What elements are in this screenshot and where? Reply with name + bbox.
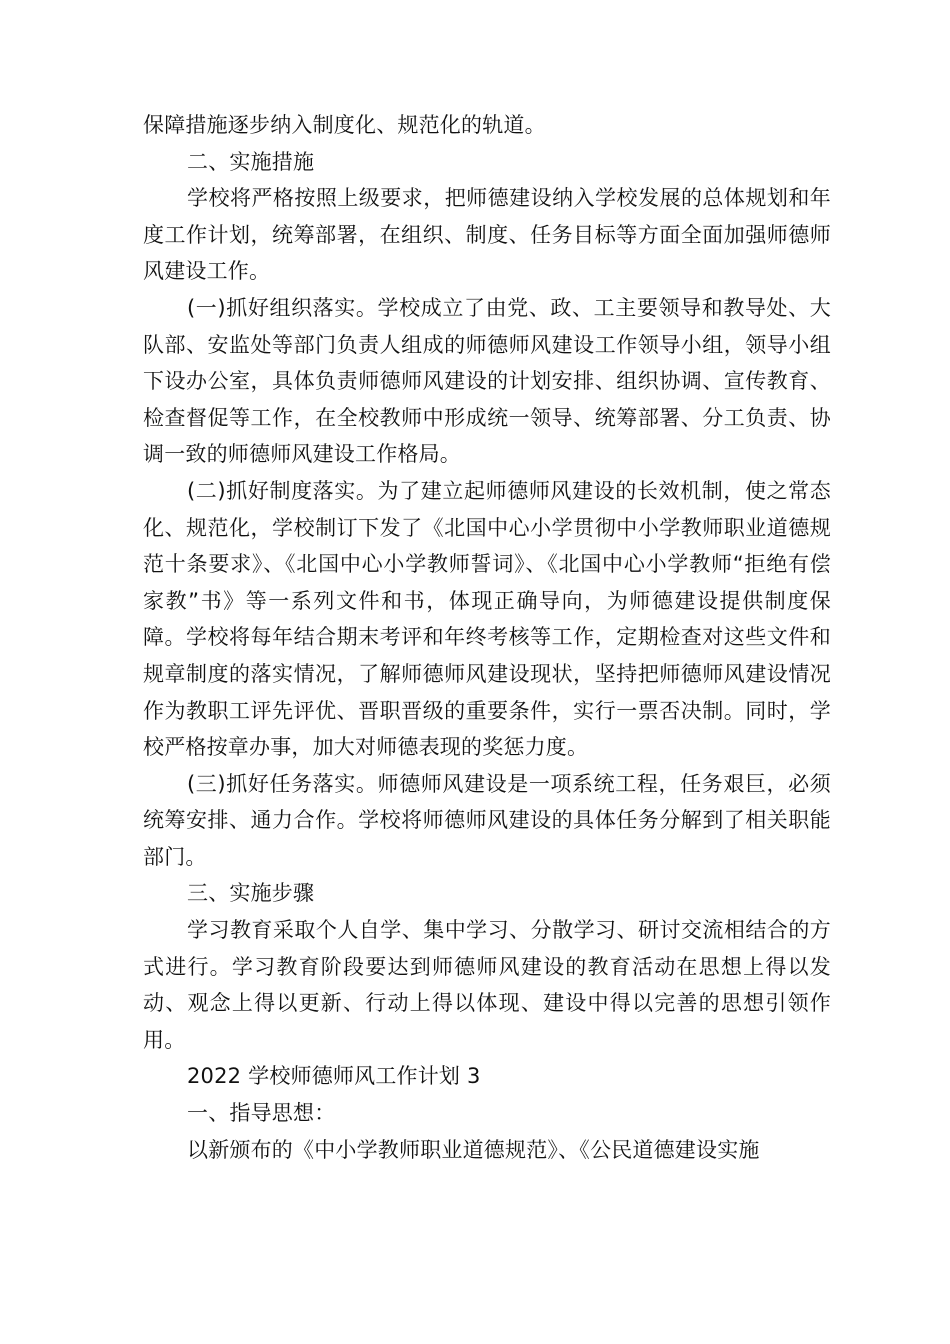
paragraph-guiding-ideology: 以新颁布的《中小学教师职业道德规范》、《公民道德建设实施 bbox=[187, 1137, 760, 1162]
document-body bbox=[143, 107, 831, 1168]
document-title-plan-3: 2022 学校师德师风工作计划 3 bbox=[187, 1064, 481, 1089]
paragraph-study: 学习教育采取个人自学、集中学习、分散学习、研讨交流相结合的方式进行。学习教育阶段要达到师德师风建设的教育活动在思想上得以发动、观念上得以更新、行动上得以体现、建设中得以完善的思想引领作用。 bbox=[143, 918, 831, 1052]
paragraph-system: (二)抓好制度落实。为了建立起师德师风建设的长效机制，使之常态化、规范化，学校制订下发了《北国中心小学贯彻中小学教师职业道德规范十条要求》、《北国中心小学教师誓词》、《北国中心小学教师“拒绝有偿家教”书》等一系列文件和书，体现正确导向，为师德建设提供制度保障。学校将每年结合期末考评和年终考核等工作，定期检查对这些文件和规章制度的落实情况，了解师德师风建设现状，坚持把师德师风建设情况作为教职工评先评优、晋职晋级的重要条件，实行一票否决制。同时，学校严格按章办事，加大对师德表现的奖惩力度。 bbox=[143, 478, 831, 760]
paragraph-overview: 学校将严格按照上级要求，把师德建设纳入学校发展的总体规划和年度工作计划，统筹部署，在组织、制度、任务目标等方面全面加强师德师风建设工作。 bbox=[143, 186, 831, 284]
paragraph-organization: (一)抓好组织落实。学校成立了由党、政、工主要领导和教导处、大队部、安监处等部门负责人组成的师德师风建设工作领导小组，领导小组下设办公室，具体负责师德师风建设的计划安排、组织协调、宣传教育、检查督促等工作，在全校教师中形成统一领导、统筹部署、分工负责、协调一致的师德师风建设工作格局。 bbox=[143, 295, 831, 467]
paragraph-tasks: (三)抓好任务落实。师德师风建设是一项系统工程，任务艰巨，必须统筹安排、通力合作。学校将师德师风建设的具体任务分解到了相关职能部门。 bbox=[143, 771, 831, 869]
section-heading-implementation-steps: 三、实施步骤 bbox=[187, 881, 315, 906]
section-heading-guiding-ideology: 一、指导思想： bbox=[187, 1101, 336, 1126]
section-heading-implementation-measures: 二、实施措施 bbox=[187, 149, 315, 174]
paragraph-continuation: 保障措施逐步纳入制度化、规范化的轨道。 bbox=[143, 113, 546, 137]
